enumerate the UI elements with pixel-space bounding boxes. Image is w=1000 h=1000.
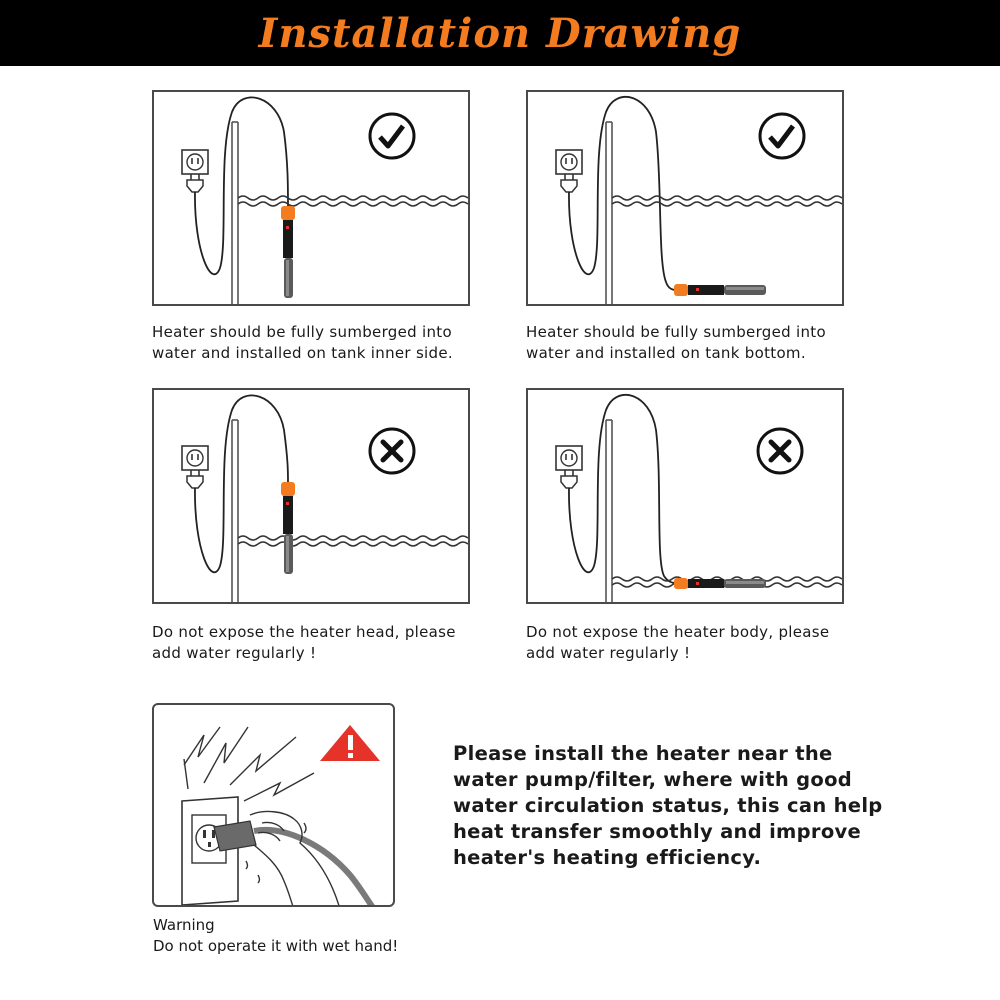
panel-caption: Do not expose the heater head, please add water regularly ! (152, 623, 456, 662)
wall-outlet-icon (556, 150, 582, 174)
panel-illustration (154, 92, 470, 306)
check-icon (370, 114, 414, 158)
panel-illustration (528, 390, 844, 604)
panel-caption: Do not expose the heater body, please add water regularly ! (526, 623, 830, 662)
plug-icon (187, 174, 203, 192)
panel-illustration (154, 390, 470, 604)
warning-caption (153, 915, 398, 957)
plug-icon (187, 470, 203, 488)
panel-caption: Heater should be fully sumberged into water and installed on tank bottom. (526, 323, 826, 362)
water-line (238, 196, 468, 200)
power-cord (569, 97, 676, 290)
check-icon (760, 114, 804, 158)
lightning-bolt-icon (184, 727, 314, 801)
panel-caption: Heater should be fully sumberged into water and installed on tank inner side. (152, 323, 453, 362)
warning-illustration (152, 703, 395, 907)
page-title: Installation Drawing (258, 9, 742, 57)
power-cord (195, 97, 288, 274)
diagram-panel-body-exposed (526, 388, 844, 604)
plug-icon (561, 470, 577, 488)
warning-text: Do not operate it with wet hand! (153, 937, 399, 955)
power-cord (569, 395, 676, 583)
wet-hand-icon (246, 812, 340, 907)
installation-advice: Please install the heater near the water pump/filter, where with good water circulation status, this can help heat transfer smoothly and improve heater's heating efficiency. (453, 742, 883, 869)
x-icon (758, 429, 802, 473)
warning-title: Warning (153, 916, 215, 934)
wall-outlet-icon (182, 797, 238, 905)
heater-icon (281, 482, 295, 574)
wall-outlet-icon (182, 150, 208, 174)
wall-outlet-icon (556, 446, 582, 470)
diagram-panel-inner-side (152, 90, 470, 306)
panel-illustration (528, 92, 844, 306)
warning-triangle-icon (320, 725, 380, 761)
x-icon (370, 429, 414, 473)
diagram-panel-tank-bottom (526, 90, 844, 306)
water-line (238, 536, 468, 540)
diagram-panel-head-exposed (152, 388, 470, 604)
water-line (612, 196, 842, 200)
title-banner (0, 0, 1000, 66)
heater-icon (281, 206, 295, 298)
wall-outlet-icon (182, 446, 208, 470)
plug-icon (561, 174, 577, 192)
heater-icon (674, 284, 766, 296)
wet-hand-outlet-illustration (154, 705, 395, 907)
